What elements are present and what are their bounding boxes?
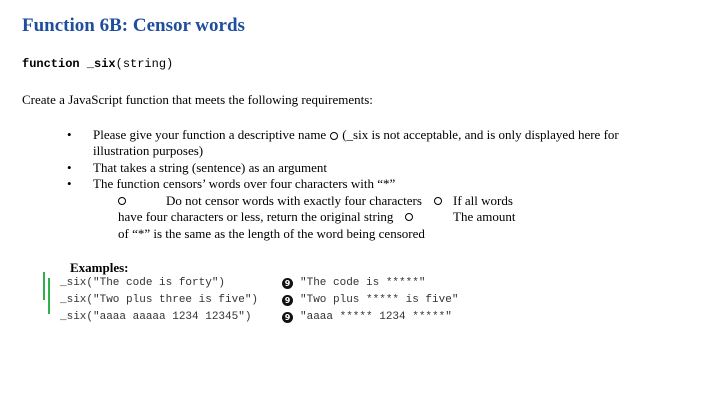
example-call-2: _six("Two plus three is five") [60,294,259,306]
arrow-number-icon: 9 [282,312,293,323]
requirement-3: The function censors’ words over four characters with “*” [93,176,396,191]
example-call-3: _six("aaaa aaaaa 1234 12345") [60,311,252,323]
sub-requirement-3: of “*” is the same as the length of the word being censored [118,226,425,241]
signature-keyword: function [22,57,80,71]
example-result-1: "The code is *****" [300,277,426,289]
example-result-3: "aaaa ***** 1234 *****" [300,311,452,323]
sub-requirement-3-start: The amount [453,209,516,224]
page-title: Function 6B: Censor words [22,15,245,36]
requirement-1 [93,127,619,143]
sub-requirement-2-start: If all words [453,193,513,208]
circle-bullet-icon [118,197,126,205]
circle-bullet-icon [330,132,338,140]
bullet-icon: • [67,176,72,191]
intro-text: Create a JavaScript function that meets the following requirements: [22,92,373,107]
examples-title: Examples: [70,260,129,275]
function-signature [22,57,173,71]
requirement-1-note: (_six is not acceptable, and is only displayed here for [342,127,619,142]
bullet-icon: • [67,127,72,142]
sub-requirement-1: Do not censor words with exactly four characters [166,193,422,208]
bullet-icon: • [67,160,72,175]
arrow-number-icon: 9 [282,295,293,306]
example-call-1: _six("The code is forty") [60,277,226,289]
signature-params: (string) [115,57,174,71]
requirement-1-continued: illustration purposes) [93,143,204,158]
sub-requirement-2: have four characters or less, return the original string [118,209,394,224]
example-result-2: "Two plus ***** is five" [300,294,459,306]
requirement-2: That takes a string (sentence) as an argument [93,160,328,175]
circle-bullet-icon [434,197,442,205]
arrow-number-icon: 9 [282,278,293,289]
example-accent-bar [43,272,45,300]
circle-bullet-icon [405,213,413,221]
signature-name: _six [86,57,116,71]
example-accent-bar [48,278,50,314]
requirement-1-text: Please give your function a descriptive name [93,127,327,142]
